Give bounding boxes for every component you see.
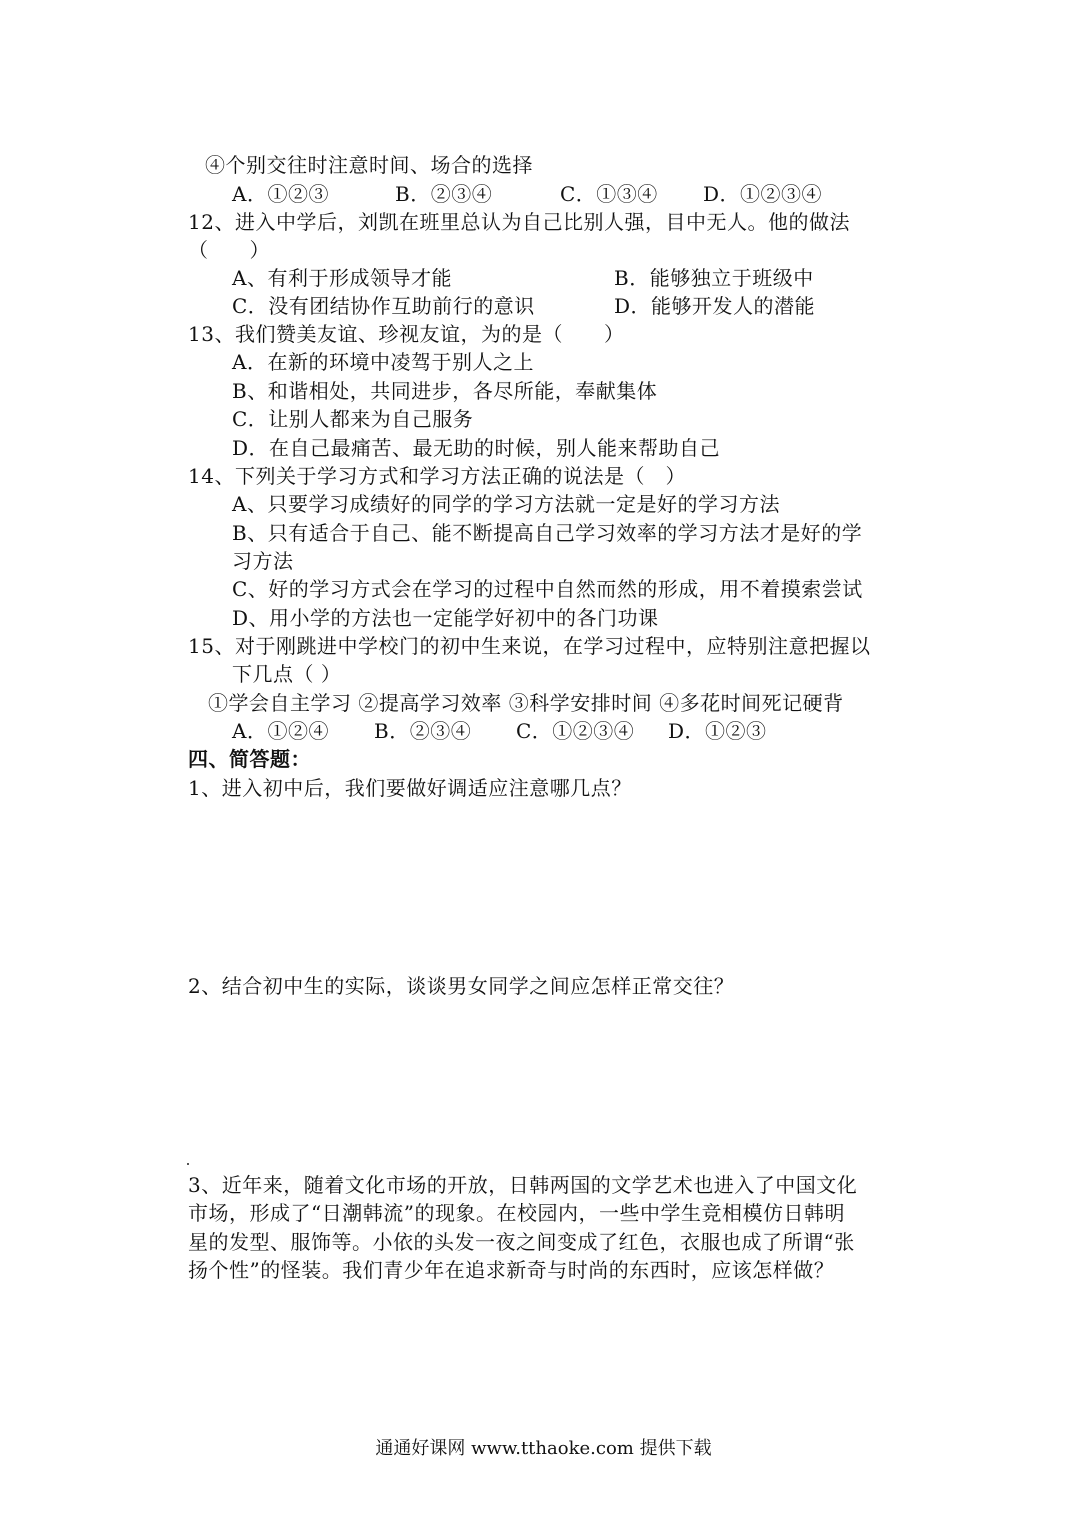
short-answer-q3-line4: 扬个性”的怪装。我们青少年在追求新奇与时尚的东西时，应该怎样做？ — [188, 1258, 835, 1282]
q15-option-c: C．①②③④ — [516, 719, 635, 743]
q14-stem: 14、下列关于学习方式和学习方法正确的说法是（ ） — [188, 464, 686, 488]
q15-option-d: D．①②③ — [668, 719, 767, 743]
q12-option-d: D．能够开发人的潜能 — [614, 294, 816, 318]
short-answer-q2: 2、结合初中生的实际，谈谈男女同学之间应怎样正常交往？ — [188, 974, 735, 998]
scan-speck — [187, 1163, 189, 1165]
q14-option-d: D、用小学的方法也一定能学好初中的各门功课 — [232, 606, 659, 630]
short-answer-q3-line1: 3、近年来，随着文化市场的开放，日韩两国的文学艺术也进入了中国文化 — [188, 1173, 858, 1197]
q15-items: ①学会自主学习 ②提高学习效率 ③科学安排时间 ④多花时间死记硬背 — [208, 691, 844, 715]
q14-option-b: B、只有适合于自己、能不断提高自己学习效率的学习方法才是好的学 — [232, 521, 863, 545]
q11-item-4: ④个别交往时注意时间、场合的选择 — [205, 153, 533, 177]
q14-option-b-cont: 习方法 — [232, 549, 294, 573]
short-answer-q1: 1、进入初中后，我们要做好调适应注意哪几点？ — [188, 776, 632, 800]
short-answer-q3-line2: 市场，形成了“日潮韩流”的现象。在校园内，一些中学生竞相模仿日韩明 — [188, 1201, 845, 1225]
q12-option-a: A、有利于形成领导才能 — [232, 266, 452, 290]
short-answer-q3-line3: 星的发型、服饰等。小依的头发一夜之间变成了红色，衣服也成了所谓“张 — [188, 1230, 855, 1254]
q13-option-c: C．让别人都来为自己服务 — [232, 407, 474, 431]
q12-option-b: B．能够独立于班级中 — [614, 266, 814, 290]
q11-option-c: C．①③④ — [560, 182, 658, 206]
q11-option-d: D．①②③④ — [703, 182, 823, 206]
q13-option-a: A．在新的环境中凌驾于别人之上 — [232, 350, 534, 374]
q11-option-b: B．②③④ — [395, 182, 493, 206]
section4-heading: 四、简答题： — [188, 747, 311, 771]
q12-option-c: C．没有团结协作互助前行的意识 — [232, 294, 535, 318]
q15-stem-line2: 下几点（ ） — [232, 662, 342, 686]
q13-option-b: B、和谐相处，共同进步，各尽所能，奉献集体 — [232, 379, 658, 403]
q13-stem: 13、我们赞美友谊、珍视友谊，为的是（ ） — [188, 322, 625, 346]
q15-option-b: B．②③④ — [374, 719, 472, 743]
q13-option-d: D．在自己最痛苦、最无助的时候，别人能来帮助自己 — [232, 436, 721, 460]
footer-credit: 通通好课网 www.tthaoke.com 提供下载 — [375, 1438, 712, 1459]
q15-stem-line1: 15、对于刚跳进中学校门的初中生来说，在学习过程中，应特别注意把握以 — [188, 634, 871, 658]
q12-stem-line2: （ ） — [188, 238, 270, 262]
q14-option-a: A、只要学习成绩好的同学的学习方法就一定是好的学习方法 — [232, 492, 780, 516]
q15-option-a: A．①②④ — [232, 719, 329, 743]
q11-option-a: A．①②③ — [232, 182, 329, 206]
q12-stem-line1: 12、进入中学后，刘凯在班里总认为自己比别人强，目中无人。他的做法 — [188, 210, 850, 234]
q14-option-c: C、好的学习方式会在学习的过程中自然而然的形成，用不着摸索尝试 — [232, 577, 863, 601]
